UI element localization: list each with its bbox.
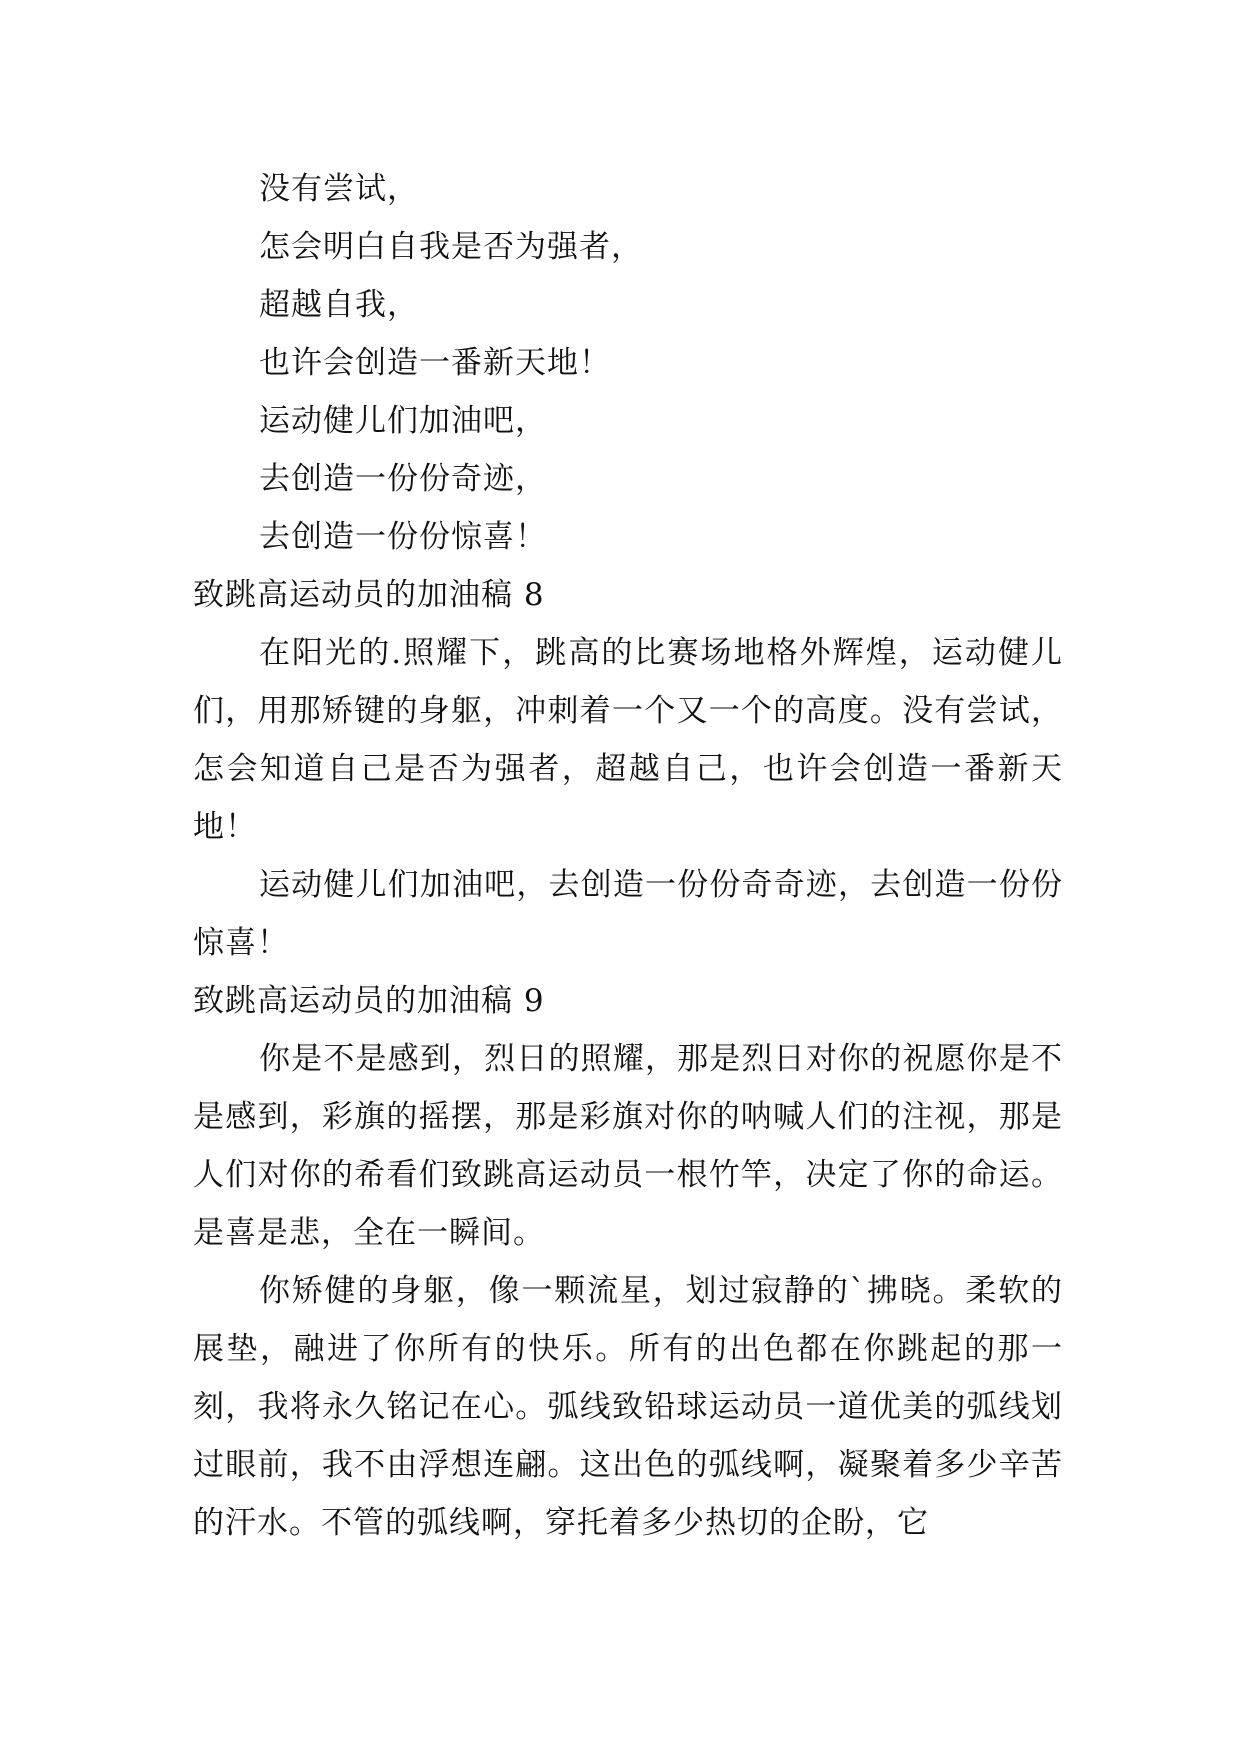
section-heading-9: 致跳高运动员的加油稿 9 [193, 983, 545, 1019]
poem-line: 超越自我， [259, 287, 419, 323]
paragraph: 你是不是感到，烈日的照耀，那是烈日对你的祝愿你是不是感到，彩旗的摇摆，那是彩旗对你的呐喊人们的注视，那是人们对你的希看们致跳高运动员一根竹竿，决定了你的命运。是喜是悲，全在一瞬间。 [193, 1041, 1063, 1251]
poem-line: 也许会创造一番新天地！ [259, 345, 611, 381]
paragraph: 运动健儿们加油吧，去创造一份份奇奇迹，去创造一份份惊喜！ [193, 867, 1063, 961]
paragraph: 在阳光的.照耀下，跳高的比赛场地格外辉煌，运动健儿们，用那矫键的身躯，冲刺着一个又一个的高度。没有尝试，怎会知道自己是否为强者，超越自己，也许会创造一番新天地！ [193, 635, 1063, 845]
paragraph: 你矫健的身躯，像一颗流星，划过寂静的`拂晓。柔软的展垫，融进了你所有的快乐。所有的出色都在你跳起的那一刻，我将永久铭记在心。弧线致铅球运动员一道优美的弧线划过眼前，我不由浮想连翩。这出色的弧线啊，凝聚着多少辛苦的汗水。不管的弧线啊，穿托着多少热切的企盼，它 [193, 1273, 1063, 1541]
poem-line: 没有尝试， [259, 171, 419, 207]
document-body [193, 160, 1063, 1552]
poem-line: 去创造一份份惊喜！ [259, 519, 547, 555]
section-heading-8: 致跳高运动员的加油稿 8 [193, 577, 545, 613]
poem-line: 怎会明白自我是否为强者， [259, 229, 643, 265]
poem-line: 运动健儿们加油吧， [259, 403, 547, 439]
poem-line: 去创造一份份奇迹， [259, 461, 547, 497]
